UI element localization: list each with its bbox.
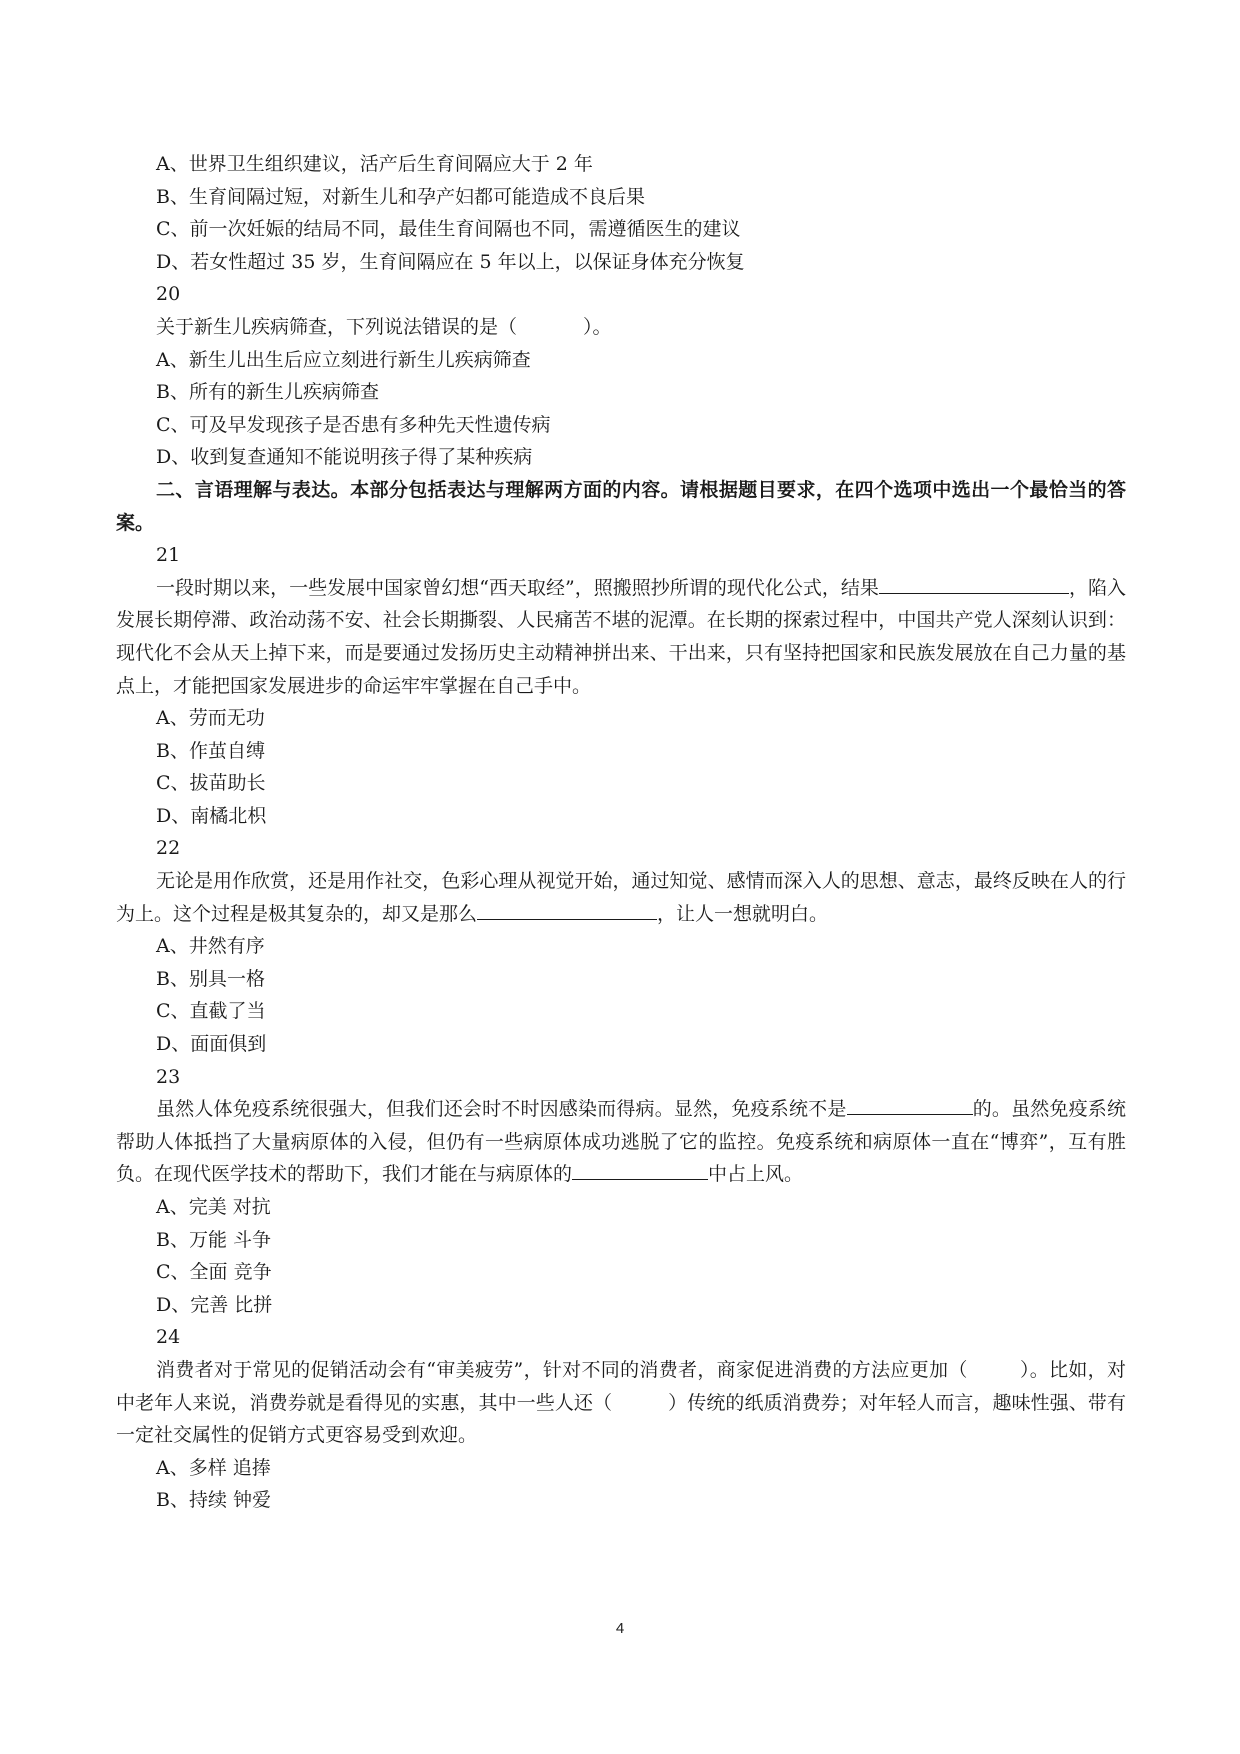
q23-option-a: A、完美 对抗: [156, 1196, 271, 1218]
q20-option-b: B、所有的新生儿疾病筛查: [156, 381, 379, 404]
q21-stem: [116, 572, 1126, 702]
q23-option-c: C、全面 竞争: [156, 1261, 272, 1284]
q20-stem-after: ）。: [583, 315, 612, 338]
q24-option-b: B、持续 钟爱: [156, 1489, 272, 1512]
section-heading: 二、言语理解与表达。本部分包括表达与理解两方面的内容。请根据题目要求，在四个选项中选出一个最恰当的答案。: [116, 478, 1126, 534]
q24-number: 24: [156, 1326, 181, 1349]
q19-option-d: D、若女性超过 35 岁，生育间隔应在 5 年以上，以保证身体充分恢复: [156, 250, 745, 273]
q21-option-d: D、南橘北枳: [156, 804, 267, 827]
q23-stem-part3: 中占上风。: [708, 1163, 804, 1186]
q21-option-a: A、劳而无功: [156, 707, 265, 730]
q23-fill-blank-1: [847, 1094, 973, 1115]
q21-stem-after: ，陷入发展长期停滞、政治动荡不安、社会长期撕裂、人民痛苦不堪的泥潭。在长期的探索过程中，中国共产党人深刻认识到：现代化不会从天上掉下来，而是要通过发扬历史主动精神拼出来、干出来，只有坚持把国家和民族发展放在自己力量的基点上，才能把国家发展进步的命运牢牢掌握在自己手中。: [116, 576, 1126, 697]
q23-option-b: B、万能 斗争: [156, 1228, 272, 1251]
q22-option-c: C、直截了当: [156, 1000, 266, 1023]
q22-option-b: B、别具一格: [156, 967, 265, 990]
q23-stem: [116, 1093, 1126, 1191]
q21-option-b: B、作茧自缚: [156, 739, 265, 762]
q19-option-a: A、世界卫生组织建议，活产后生育间隔应大于 2 年: [156, 153, 593, 175]
q23-fill-blank-2: [572, 1159, 708, 1180]
q21-number: 21: [156, 544, 181, 567]
q20-stem: [116, 311, 1126, 344]
q22-option-d: D、面面俱到: [156, 1033, 267, 1056]
q21-stem-before: 一段时期以来，一些发展中国家曾幻想“西天取经”，照搬照抄所谓的现代化公式，结果: [156, 576, 879, 599]
q22-option-a: A、井然有序: [156, 935, 265, 958]
q24-stem-part2: ）。比如，对中老年人来说，消费券就是看得见的实惠，其中一些人还（: [116, 1358, 1126, 1414]
q20-stem-before: 关于新生儿疾病筛查，下列说法错误的是（: [156, 315, 518, 338]
q23-stem-part2: 的。虽然免疫系统帮助人体抵挡了大量病原体的入侵，但仍有一些病原体成功逃脱了它的监控。免疫系统和病原体一直在“博弈”，互有胜负。在现代医学技术的帮助下，我们才能在与病原体的: [116, 1098, 1126, 1186]
q20-option-c: C、可及早发现孩子是否患有多种先天性遗传病: [156, 413, 551, 436]
page-content: [116, 148, 1126, 1517]
q22-number: 22: [156, 837, 181, 860]
q19-option-b: B、生育间隔过短，对新生儿和孕产妇都可能造成不良后果: [156, 185, 645, 208]
q23-option-d: D、完善 比拼: [156, 1293, 273, 1316]
q22-fill-blank: [477, 899, 657, 920]
q23-stem-part1: 虽然人体免疫系统很强大，但我们还会时不时因感染而得病。显然，免疫系统不是: [156, 1098, 847, 1121]
q22-stem: [116, 865, 1126, 930]
q20-option-a: A、新生儿出生后应立刻进行新生儿疾病筛查: [156, 348, 531, 371]
q21-option-c: C、拔苗助长: [156, 772, 266, 795]
q23-number: 23: [156, 1065, 181, 1088]
q24-stem-part3: ）传统的纸质消费券；对年轻人而言，趣味性强、带有一定社交属性的促销方式更容易受到欢迎。: [116, 1391, 1126, 1447]
q22-stem-before: 无论是用作欣赏，还是用作社交，色彩心理从视觉开始，通过知觉、感情而深入人的思想、意志，最终反映在人的行为上。这个过程是极其复杂的，却又是那么: [116, 870, 1126, 925]
page-number: 4: [615, 1620, 625, 1637]
q19-option-c: C、前一次妊娠的结局不同，最佳生育间隔也不同，需遵循医生的建议: [156, 218, 741, 241]
q20-number: 20: [156, 283, 181, 306]
q24-option-a: A、多样 追捧: [156, 1456, 271, 1479]
q20-option-d: D、收到复查通知不能说明孩子得了某种疾病: [156, 446, 533, 469]
q24-stem-part1: 消费者对于常见的促销活动会有“审美疲劳”，针对不同的消费者，商家促进消费的方法应更加（: [156, 1358, 968, 1381]
q24-stem: [116, 1354, 1126, 1452]
q22-stem-after: ，让人一想就明白。: [657, 902, 829, 925]
q21-fill-blank: [879, 573, 1069, 594]
